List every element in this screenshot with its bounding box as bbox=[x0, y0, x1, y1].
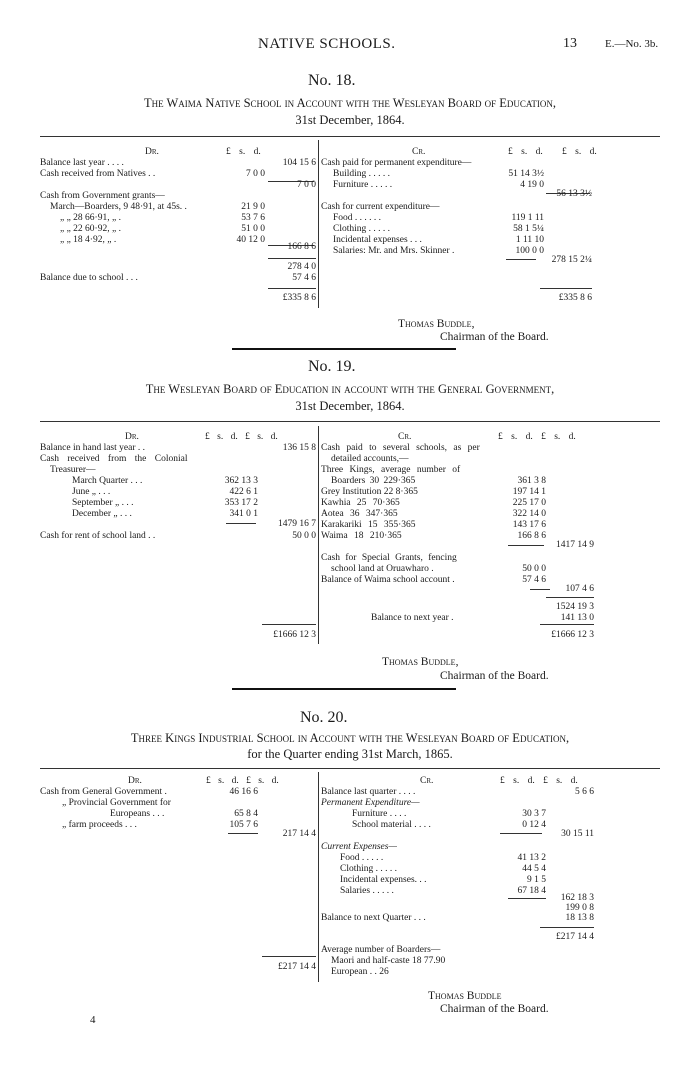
amount: 65 8 4 bbox=[234, 809, 258, 819]
ledger-line: Furniture . . . . . bbox=[333, 180, 393, 190]
total-rule bbox=[540, 624, 594, 625]
amount: 51 14 3½ bbox=[508, 169, 544, 179]
currency-header: £ s. d. £ s. d. bbox=[206, 776, 279, 786]
amount: 50 0 0 bbox=[522, 564, 546, 574]
ledger-line: Balance to next year . bbox=[371, 613, 454, 623]
ledger-line: Balance to next Quarter . . . bbox=[321, 913, 426, 923]
section-number-18: No. 18. bbox=[308, 72, 356, 89]
ledger-line: Kawhia 25 70·365 bbox=[321, 498, 400, 508]
amount: 56 13 3½ bbox=[556, 189, 592, 199]
total-amount: £217 14 4 bbox=[278, 962, 316, 972]
section-19-top-rule bbox=[40, 421, 660, 422]
section-18-date: 31st December, 1864. bbox=[295, 113, 405, 127]
amount: 50 0 0 bbox=[292, 531, 316, 541]
ledger-line: Europeans . . . bbox=[110, 809, 165, 819]
total-amount: £1666 12 3 bbox=[551, 630, 594, 640]
currency-header: £ s. d. bbox=[562, 147, 597, 157]
amount: 141 13 0 bbox=[560, 613, 594, 623]
document-reference: E.—No. 3b. bbox=[605, 38, 659, 50]
section-19-column-divider bbox=[318, 426, 319, 644]
ledger-line: Food . . . . . . bbox=[333, 213, 382, 223]
amount: 53 7 6 bbox=[241, 213, 265, 223]
ledger-line: Karakariki 15 355·365 bbox=[321, 520, 416, 530]
ledger-line: December „ . . . bbox=[72, 509, 132, 519]
ledger-line: Waima 18 210·365 bbox=[321, 531, 402, 541]
amount: 361 3 8 bbox=[517, 476, 546, 486]
amount: 341 0 1 bbox=[229, 509, 258, 519]
ledger-line: Cash for rent of school land . . bbox=[40, 531, 156, 541]
debit-heading: Dr. bbox=[145, 147, 159, 157]
ledger-line: Cash received from Natives . . bbox=[40, 169, 156, 179]
section-number-19: No. 19. bbox=[308, 358, 356, 375]
ledger-line: Balance of Waima school account . bbox=[321, 575, 455, 585]
amount: 40 12 0 bbox=[236, 235, 265, 245]
amount: 57 4 6 bbox=[522, 575, 546, 585]
total-amount: £335 8 6 bbox=[282, 293, 316, 303]
amount: 51 0 0 bbox=[241, 224, 265, 234]
credit-heading: Cr. bbox=[412, 147, 426, 157]
ledger-line: Balance last year . . . . bbox=[40, 158, 124, 168]
amount: 4 19 0 bbox=[520, 180, 544, 190]
ledger-line: Clothing . . . . . bbox=[340, 864, 398, 874]
amount: 21 9 0 bbox=[241, 202, 265, 212]
total-amount: £217 14 4 bbox=[556, 932, 594, 942]
ledger-line: Balance due to school . . . bbox=[40, 273, 138, 283]
amount: 322 14 0 bbox=[512, 509, 546, 519]
amount: 119 1 11 bbox=[511, 213, 544, 223]
amount: 67 18 4 bbox=[517, 886, 546, 896]
ledger-line: Cash received from the Colonial bbox=[40, 454, 188, 464]
amount: 7 0 0 bbox=[246, 169, 265, 179]
amount: 5 6 6 bbox=[575, 787, 594, 797]
ledger-line: Grey Institution 22 8·365 bbox=[321, 487, 418, 497]
section-20-top-rule bbox=[40, 768, 660, 769]
section-20-date: for the Quarter ending 31st March, 1865. bbox=[247, 747, 453, 761]
ledger-line: school land at Oruawharo . bbox=[331, 564, 434, 574]
amount: 197 14 1 bbox=[512, 487, 546, 497]
amount: 362 13 3 bbox=[224, 476, 258, 486]
subtotal-rule bbox=[546, 597, 594, 598]
total-rule bbox=[262, 956, 316, 957]
debit-heading: Dr. bbox=[128, 776, 142, 786]
ledger-line: Balance in hand last year . . bbox=[40, 443, 145, 453]
signatory-title: Chairman of the Board. bbox=[440, 1003, 549, 1015]
signatory-name: Thomas Buddle, bbox=[382, 656, 459, 668]
amount: 30 15 11 bbox=[561, 829, 594, 839]
ledger-line: Salaries: Mr. and Mrs. Skinner . bbox=[333, 246, 455, 256]
section-18-column-divider bbox=[318, 140, 319, 308]
section-number-20: No. 20. bbox=[300, 709, 348, 726]
amount: 143 17 6 bbox=[512, 520, 546, 530]
section-19-heading: The Wesleyan Board of Education in account with the General Government, bbox=[145, 382, 555, 396]
amount: 57 4 6 bbox=[292, 273, 316, 283]
ledger-line: „ „ 22 60·92, „ . bbox=[60, 224, 121, 234]
ledger-line: „ Provincial Government for bbox=[62, 798, 171, 808]
amount: 30 3 7 bbox=[522, 809, 546, 819]
ledger-line: Incidental expenses. . . bbox=[340, 875, 427, 885]
amount: 104 15 6 bbox=[282, 158, 316, 168]
ledger-line: September „ . . . bbox=[72, 498, 134, 508]
total-rule bbox=[540, 927, 594, 928]
credit-heading: Cr. bbox=[420, 776, 434, 786]
amount: 278 15 2¼ bbox=[551, 255, 592, 265]
subtotal-rule bbox=[268, 258, 316, 259]
amount: 278 4 0 bbox=[287, 262, 316, 272]
amount: 18 13 8 bbox=[565, 913, 594, 923]
section-20-column-divider bbox=[318, 772, 319, 982]
ledger-line: European . . 26 bbox=[331, 967, 389, 977]
ledger-line: Treasurer— bbox=[50, 465, 96, 475]
section-separator bbox=[232, 348, 456, 350]
ledger-line: Three Kings, average number of bbox=[321, 465, 461, 475]
ledger-line: Average number of Boarders— bbox=[321, 945, 441, 955]
amount: 162 18 3 bbox=[560, 893, 594, 903]
section-18-top-rule bbox=[40, 136, 660, 137]
ledger-line: March—Boarders, 9 48·91, at 45s. . bbox=[50, 202, 187, 212]
amount: 44 5 4 bbox=[522, 864, 546, 874]
section-20-heading: Three Kings Industrial School in Account with the Wesleyan Board of Education, bbox=[130, 731, 570, 745]
amount: 1479 16 7 bbox=[278, 519, 316, 529]
ledger-line: Cash from General Government . bbox=[40, 787, 167, 797]
credit-heading: Cr. bbox=[398, 432, 412, 442]
amount: 7 0 0 bbox=[297, 180, 316, 190]
amount: 217 14 4 bbox=[282, 829, 316, 839]
currency-header: £ s. d. £ s. d. bbox=[498, 432, 576, 442]
ledger-line: March Quarter . . . bbox=[72, 476, 143, 486]
currency-header: £ s. d. bbox=[226, 147, 261, 157]
amount: 422 6 1 bbox=[229, 487, 258, 497]
section-separator bbox=[232, 688, 456, 690]
ledger-line: Aotea 36 347·365 bbox=[321, 509, 398, 519]
ledger-line: Incidental expenses . . . bbox=[333, 235, 422, 245]
ledger-line: „ farm proceeds . . . bbox=[62, 820, 137, 830]
amount: 353 17 2 bbox=[224, 498, 258, 508]
ledger-line: Cash for Special Grants, fencing bbox=[321, 553, 457, 563]
total-rule bbox=[262, 624, 316, 625]
page-number: 13 bbox=[563, 36, 577, 51]
running-title: NATIVE SCHOOLS. bbox=[258, 36, 396, 52]
section-18-heading: The Waima Native School in Account with the Wesleyan Board of Education, bbox=[143, 96, 557, 110]
amount: 225 17 0 bbox=[512, 498, 546, 508]
currency-header: £ s. d. bbox=[508, 147, 543, 157]
ledger-line: Cash from Government grants— bbox=[40, 191, 165, 201]
ledger-line: „ „ 28 66·91, „ . bbox=[60, 213, 121, 223]
signatory-name: Thomas Buddle, bbox=[398, 318, 475, 330]
ledger-line: Building . . . . . bbox=[333, 169, 391, 179]
amount: 9 1 5 bbox=[527, 875, 546, 885]
debit-heading: Dr. bbox=[125, 432, 139, 442]
ledger-line: Permanent Expenditure— bbox=[321, 798, 420, 808]
amount: 58 1 5¼ bbox=[513, 224, 544, 234]
section-19-date: 31st December, 1864. bbox=[295, 399, 405, 413]
amount: 136 15 8 bbox=[282, 443, 316, 453]
ledger-line: detailed accounts,— bbox=[331, 454, 409, 464]
signatory-name: Thomas Buddle bbox=[428, 990, 502, 1002]
currency-header: £ s. d. £ s. d. bbox=[205, 432, 278, 442]
ledger-line: Boarders 30 229·365 bbox=[331, 476, 416, 486]
signature-mark: 4 bbox=[90, 1014, 96, 1026]
total-amount: £1666 12 3 bbox=[273, 630, 316, 640]
amount: 41 13 2 bbox=[517, 853, 546, 863]
ledger-line: Food . . . . . bbox=[340, 853, 384, 863]
amount: 1 11 10 bbox=[515, 235, 544, 245]
amount: 46 16 6 bbox=[229, 787, 258, 797]
amount: 0 12 4 bbox=[522, 820, 546, 830]
amount: 166 8 6 bbox=[287, 242, 316, 252]
amount: 166 8 6 bbox=[517, 531, 546, 541]
ledger-line: Maori and half-caste 18 77.90 bbox=[331, 956, 446, 966]
amount: 1417 14 9 bbox=[556, 540, 594, 550]
ledger-line: June „ . . . bbox=[72, 487, 111, 497]
total-rule bbox=[268, 288, 316, 289]
amount: 1524 19 3 bbox=[556, 602, 594, 612]
currency-header: £ s. d. £ s. d. bbox=[500, 776, 578, 786]
total-rule bbox=[540, 288, 592, 289]
amount: 199 0 8 bbox=[565, 903, 594, 913]
ledger-line: Cash for current expenditure— bbox=[321, 202, 440, 212]
signatory-title: Chairman of the Board. bbox=[440, 331, 549, 343]
amount: 107 4 6 bbox=[565, 584, 594, 594]
ledger-line: Cash paid to several schools, as per bbox=[321, 443, 480, 453]
ledger-line: School material . . . . bbox=[352, 820, 431, 830]
ledger-line: Balance last quarter . . . . bbox=[321, 787, 416, 797]
ledger-line: Cash paid for permanent expenditure— bbox=[321, 158, 472, 168]
ledger-line: Current Expenses— bbox=[321, 842, 397, 852]
amount: 105 7 6 bbox=[229, 820, 258, 830]
signatory-title: Chairman of the Board. bbox=[440, 670, 549, 682]
ledger-line: Clothing . . . . . bbox=[333, 224, 391, 234]
ledger-line: Furniture . . . . bbox=[352, 809, 407, 819]
ledger-line: „ „ 18 4·92, „ . bbox=[60, 235, 117, 245]
total-amount: £335 8 6 bbox=[558, 293, 592, 303]
amount: 100 0 0 bbox=[515, 246, 544, 256]
ledger-line: Salaries . . . . . bbox=[340, 886, 394, 896]
